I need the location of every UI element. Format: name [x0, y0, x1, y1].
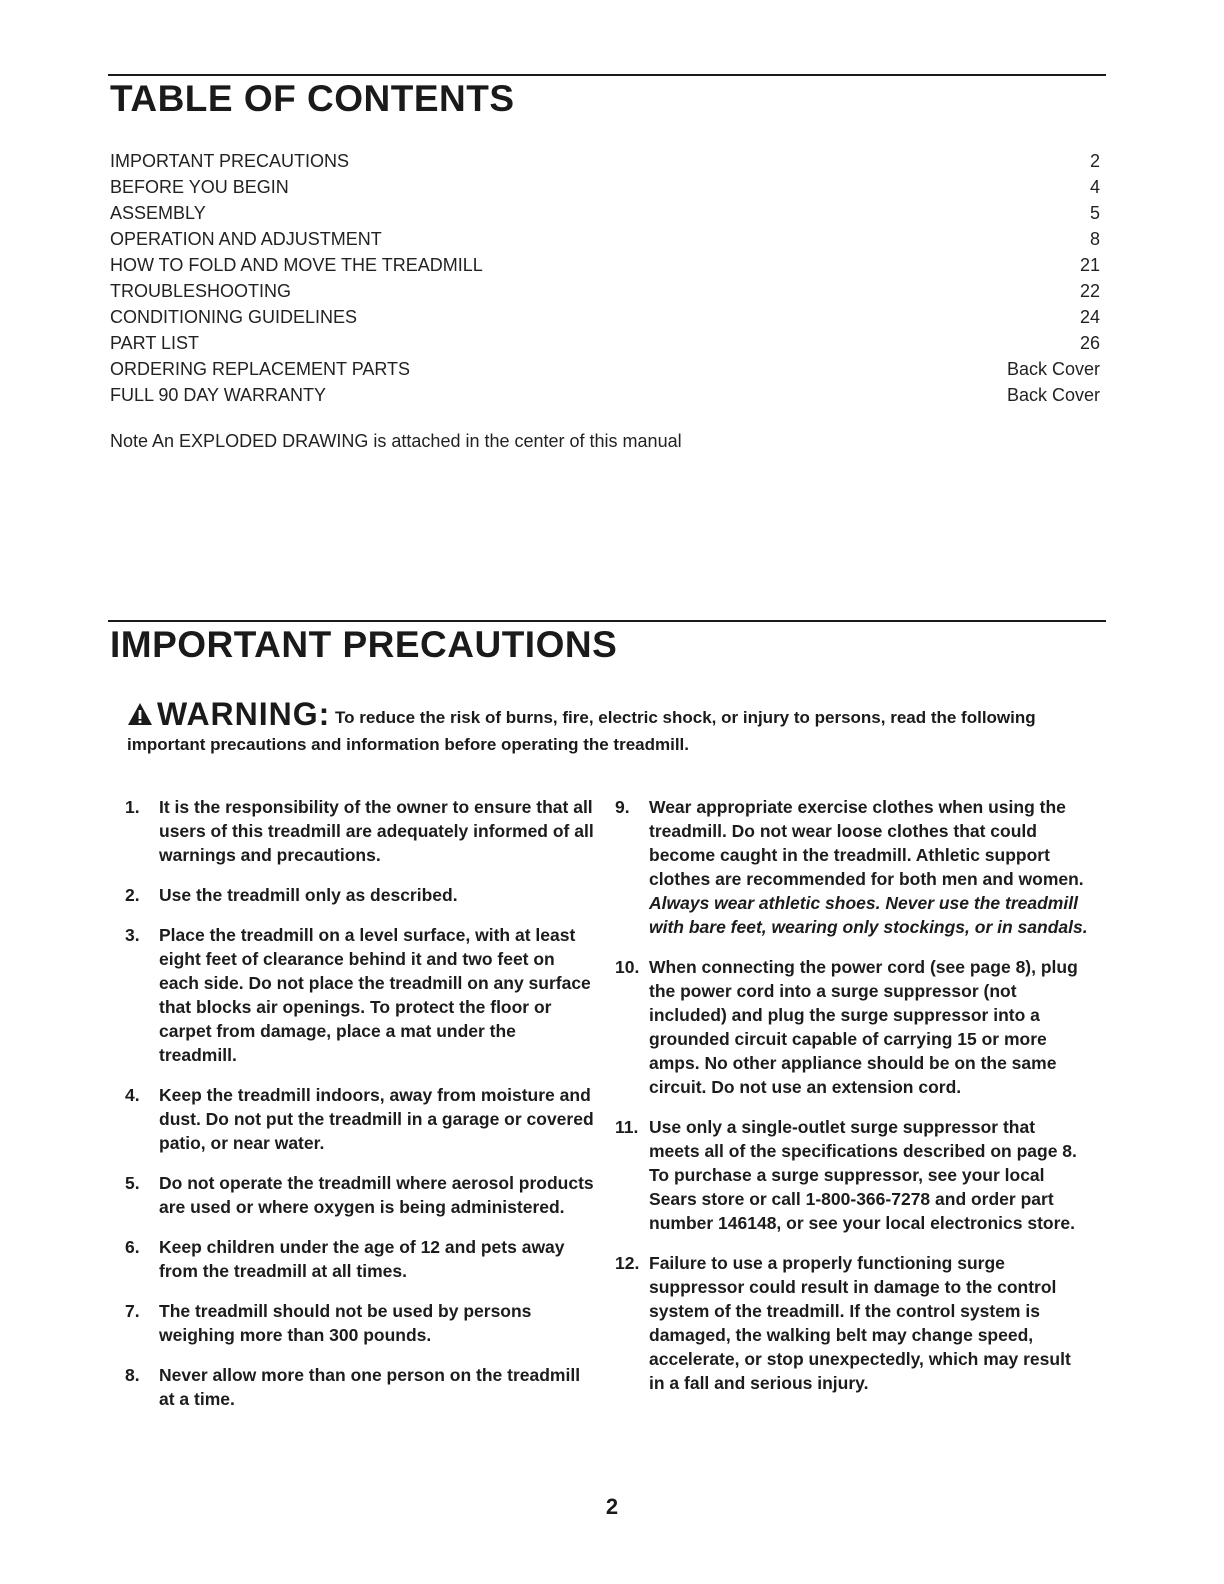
item-text: Keep the treadmill indoors, away from moisture and dust. Do not put the treadmill in a garage or covered patio, or near water. — [159, 1085, 594, 1153]
item-number: 8. — [125, 1365, 140, 1385]
toc-list — [110, 148, 1100, 408]
toc-entry[interactable] — [110, 252, 1100, 278]
item-number: 9. — [615, 797, 630, 817]
item-text-container — [649, 795, 1090, 939]
list-item — [125, 923, 595, 1067]
toc-entry-page: 5 — [1089, 203, 1100, 223]
item-text: Keep children under the age of 12 and pets away from the treadmill at all times. — [159, 1237, 565, 1281]
list-item — [125, 883, 595, 907]
toc-entry-label: BEFORE YOU BEGIN — [110, 177, 289, 197]
toc-entry-label: HOW TO FOLD AND MOVE THE TREADMILL — [110, 255, 483, 275]
toc-entry[interactable] — [110, 148, 1100, 174]
toc-entry[interactable] — [110, 278, 1100, 304]
toc-entry-page: 22 — [1079, 281, 1100, 301]
toc-entry[interactable] — [110, 200, 1100, 226]
list-item — [615, 1115, 1090, 1235]
item-number: 12. — [615, 1253, 640, 1273]
toc-entry-label: IMPORTANT PRECAUTIONS — [110, 151, 350, 171]
toc-entry[interactable] — [110, 356, 1100, 382]
item-number: 7. — [125, 1301, 140, 1321]
list-item — [615, 955, 1090, 1099]
warning-triangle-icon — [127, 702, 153, 733]
toc-top-rule — [108, 74, 1106, 76]
item-text: The treadmill should not be used by persons weighing more than 300 pounds. — [159, 1301, 532, 1345]
list-item — [125, 1299, 595, 1347]
toc-entry-page: 2 — [1089, 151, 1100, 171]
list-item — [615, 1251, 1090, 1395]
item-text: Do not operate the treadmill where aerosol products are used or where oxygen is being administered. — [159, 1173, 594, 1217]
toc-entry[interactable] — [110, 226, 1100, 252]
toc-entry-label: ASSEMBLY — [110, 203, 206, 223]
item-text: Failure to use a properly functioning surge suppressor could result in damage to the control system of the treadmill. If the control system is damaged, the walking belt may change speed, accelerate, or stop unexpectedly, which may result in a fall and serious injury. — [649, 1253, 1071, 1393]
toc-entry-page: 4 — [1089, 177, 1100, 197]
list-item — [125, 1363, 595, 1411]
warning-label: WARNING: — [157, 696, 331, 732]
list-item — [125, 1235, 595, 1283]
toc-title: TABLE OF CONTENTS — [110, 78, 515, 119]
toc-entry[interactable] — [110, 382, 1100, 408]
item-text: Place the treadmill on a level surface, with at least eight feet of clearance behind it and two feet on each side. Do not place the treadmill on any surface that blocks air openings. To protect the floor or carpet from damage, place a mat under the treadmill. — [159, 925, 591, 1065]
item-number: 6. — [125, 1237, 140, 1257]
item-text-italic: Always wear athletic shoes. Never use the treadmill with bare feet, wearing only stockings, or in sandals. — [649, 893, 1088, 937]
toc-entry-label: PART LIST — [110, 333, 200, 353]
item-number: 1. — [125, 797, 140, 817]
item-number: 10. — [615, 957, 640, 977]
toc-entry-page: 21 — [1079, 255, 1100, 275]
list-item — [125, 1083, 595, 1155]
toc-note: Note An EXPLODED DRAWING is attached in the center of this manual — [110, 431, 682, 451]
precautions-right-column — [615, 795, 1090, 1411]
item-number: 11. — [615, 1117, 639, 1137]
toc-entry-label: ORDERING REPLACEMENT PARTS — [110, 359, 411, 379]
precautions-top-rule — [108, 620, 1106, 622]
item-number: 3. — [125, 925, 140, 945]
precautions-left-column — [125, 795, 595, 1427]
toc-entry-label: TROUBLESHOOTING — [110, 281, 292, 301]
precautions-title: IMPORTANT PRECAUTIONS — [110, 624, 618, 665]
warning-text: To reduce the risk of burns, fire, electric shock, or injury to persons, read the following important precautions and information before operating the treadmill. — [127, 708, 1036, 754]
item-number: 5. — [125, 1173, 140, 1193]
item-number: 2. — [125, 885, 140, 905]
toc-entry-page: 26 — [1079, 333, 1100, 353]
warning-block — [127, 696, 1097, 757]
item-text: Never allow more than one person on the treadmill at a time. — [159, 1365, 581, 1409]
toc-entry-page: 8 — [1089, 229, 1100, 249]
toc-entry-label: FULL 90 DAY WARRANTY — [110, 385, 327, 405]
toc-entry[interactable] — [110, 330, 1100, 356]
toc-entry-label: OPERATION AND ADJUSTMENT — [110, 229, 382, 249]
page-number: 2 — [605, 1494, 619, 1519]
toc-entry[interactable] — [110, 304, 1100, 330]
list-item — [125, 1171, 595, 1219]
toc-entry-label: CONDITIONING GUIDELINES — [110, 307, 358, 327]
toc-entry-page: Back Cover — [1006, 385, 1100, 405]
list-item — [125, 795, 595, 867]
list-item — [615, 795, 1090, 939]
item-text: When connecting the power cord (see page 8), plug the power cord into a surge suppressor (not included) and plug the surge suppressor into a grounded circuit capable of carrying 15 or more amps. No other appliance should be on the same circuit. Do not use an extension cord. — [649, 957, 1078, 1097]
toc-entry[interactable] — [110, 174, 1100, 200]
item-text: Use only a single-outlet surge suppressor that meets all of the specifications described on page 8. To purchase a surge suppressor, see your local Sears store or call 1-800-366-7278 and order part number 146148, or see your local electronics store. — [649, 1117, 1077, 1233]
toc-entry-page: 24 — [1079, 307, 1100, 327]
item-text: Wear appropriate exercise clothes when using the treadmill. Do not wear loose clothes that could become caught in the treadmill. Athletic support clothes are recommended for both men and women. — [649, 797, 1084, 889]
item-text: Use the treadmill only as described. — [159, 885, 458, 905]
toc-entry-page: Back Cover — [1006, 359, 1100, 379]
item-number: 4. — [125, 1085, 140, 1105]
item-text: It is the responsibility of the owner to ensure that all users of this treadmill are adequately informed of all warnings and precautions. — [159, 797, 594, 865]
